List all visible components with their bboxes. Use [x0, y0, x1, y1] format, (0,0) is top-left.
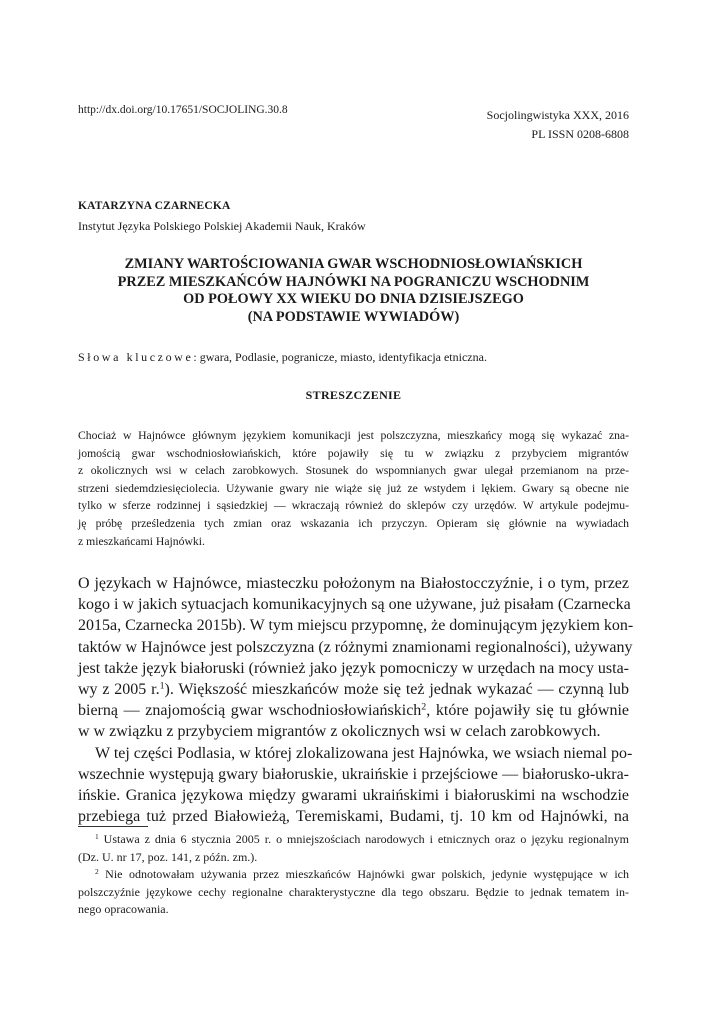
journal-info: [487, 106, 629, 144]
body-line: kogo i w jakich sytuacjach komunikacyjnych są one używane, już pisałam (Czarnecka: [78, 596, 631, 614]
author-affiliation: Instytut Języka Polskiego Polskiej Akademii Nauk, Kraków: [78, 219, 366, 233]
author-name: KATARZYNA CZARNECKA: [78, 200, 231, 212]
title-line: (NA PODSTAWIE WYWIADÓW): [247, 308, 460, 325]
abstract-line: jomością gwar wschodniosłowiańskich, które pojawiły się tu w związku z przybyciem migrantów: [78, 446, 629, 460]
abstract: [78, 427, 629, 550]
body-text-fragment: , które pojawiły się tu głównie: [426, 702, 629, 720]
body-line: wszechnie występują gwary białoruskie, ukraińskie i przejściowe — białorusko-ukra-: [78, 765, 629, 783]
footnote-line: nego opracowania.: [78, 902, 169, 916]
footnote-text: Ustawa z dnia 6 stycznia 2005 r. o mniejszościach narodowych i etnicznych oraz o języku regionalnym: [98, 832, 629, 846]
body-line: W tej części Podlasia, w której zlokalizowana jest Hajnówka, we wsiach niemal po-: [95, 744, 633, 762]
abstract-line: z mieszkańcami Hajnówki.: [78, 534, 205, 548]
abstract-line: z okolicznych wsi w celach zarobkowych. Stosunek do wspomnianych gwar ulegał przemianom na prze-: [78, 464, 629, 478]
abstract-line: strzeni siedemdziesięciolecia. Używanie gwary nie wiąże się już ze wstydem i lękiem. Gwary są obecne nie: [78, 481, 629, 495]
keywords-text: : gwara, Podlasie, pogranicze, miasto, identyfikacja etniczna.: [193, 350, 487, 364]
body-line: w w związku z przybyciem migrantów z okolicznych wsi w celach zarobkowych.: [78, 723, 601, 741]
body-line: taktów w Hajnówce jest polszczyzna (z różnymi znamionami regionalności), używany: [78, 638, 633, 656]
title-line: PRZEZ MIESZKAŃCÓW HAJNÓWKI NA POGRANICZU WSCHODNIM: [117, 273, 590, 290]
abstract-line: tylko w sferze rodzinnej i sąsiedzkiej — wkraczają również do sklepów czy urzędów. W artykule podejmu-: [78, 499, 629, 513]
body-line: [78, 679, 629, 700]
body-line: jest także język białoruski (również jako język pomocniczy w urzędach na mocy usta-: [78, 659, 629, 677]
abstract-line: Chociaż w Hajnówce głównym językiem komunikacji jest polszczyzna, mieszkańcy mogą się wykazać zna-: [78, 429, 629, 442]
title-line: OD POŁOWY XX WIEKU DO DNIA DZISIEJSZEGO: [183, 291, 524, 307]
journal-title: Socjolingwistyka XXX, 2016: [486, 108, 629, 122]
body-text-fragment: wy z 2005 r.: [78, 680, 160, 698]
title-line: ZMIANY WARTOŚCIOWANIA GWAR WSCHODNIOSŁOWIAŃSKICH: [124, 256, 583, 272]
footnote-divider: [78, 826, 148, 827]
doi-link[interactable]: http://dx.doi.org/10.17651/SOCJOLING.30.8: [78, 104, 288, 116]
footnote-text: Nie odnotowałam używania przez mieszkańców Hajnówki gwar polskich, jedynie występujące w ich: [98, 867, 629, 881]
keywords-label: Słowa kluczowe: [78, 350, 194, 364]
footnote-1: [78, 831, 629, 849]
body-line: przebiega tuż przed Białowieżą, Teremiskami, Budami, tj. 10 km od Hajnówki, na: [78, 808, 629, 826]
body-line: ińskie. Granica językowa między gwarami ukraińskimi i białoruskimi na wschodzie: [78, 786, 629, 804]
abstract-heading: STRESZCZENIE: [305, 388, 402, 402]
body-line: O językach w Hajnówce, miasteczku położonym na Białostocczyźnie, i o tym, przez: [78, 575, 629, 592]
abstract-line: ję próbę prześledzenia tych zmian oraz wskazania ich przyczyn. Opieram się głównie na wywiadach: [78, 516, 629, 530]
journal-issn: PL ISSN 0208-6808: [531, 127, 629, 141]
footnote-2: [78, 866, 629, 884]
footnote-mark: 1: [95, 831, 99, 841]
body-text-fragment: ). Większość mieszkańców może się też jednak wykazać — czynną lub: [164, 680, 629, 698]
footnotes: [78, 831, 629, 919]
footnote-line: polszczyźnie językowe cechy regionalne charakterystyczne dla tego obszaru. Będzie to jednak tematem in-: [78, 884, 629, 899]
footnote-line: (Dz. U. nr 17, poz. 141, z późn. zm.).: [78, 849, 258, 864]
footnote-ref-2[interactable]: 2: [421, 701, 427, 713]
footnote-mark: 2: [95, 866, 99, 876]
body-text: [78, 573, 634, 827]
body-line: [78, 700, 629, 721]
keywords: [78, 350, 487, 365]
body-line: 2015a, Czarnecka 2015b). W tym miejscu przypomnę, że dominującym językiem kon-: [78, 617, 634, 635]
article-title: [78, 256, 629, 326]
footnote-ref-1[interactable]: 1: [159, 680, 165, 692]
body-text-fragment: bierną — znajomością gwar wschodniosłowiańskich: [78, 702, 422, 720]
